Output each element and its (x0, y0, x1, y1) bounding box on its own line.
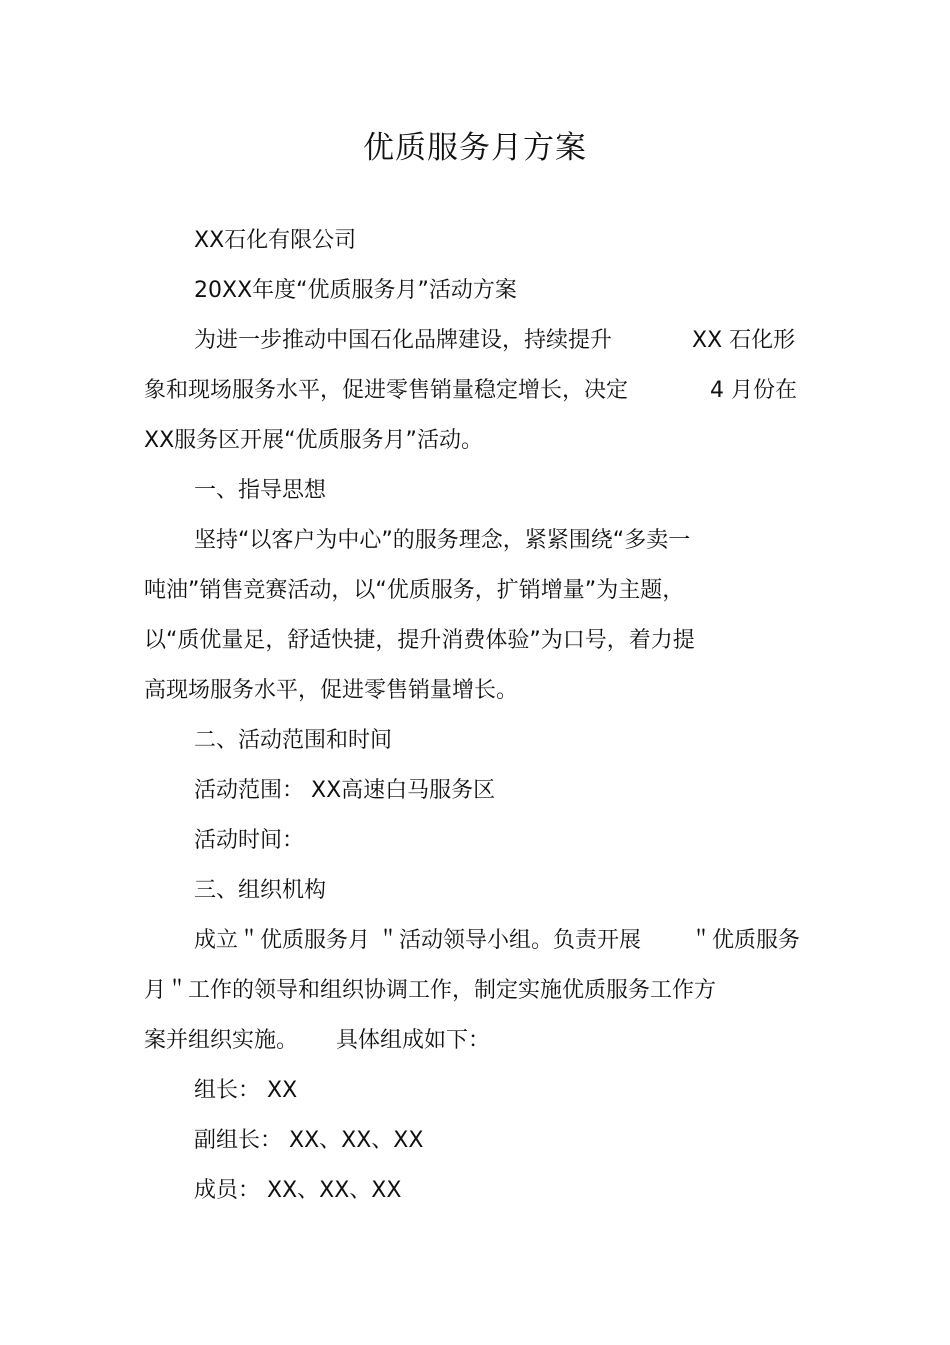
intro-line-1-tail: XX 石化形 (692, 328, 796, 353)
document-title: 优质服务月方案 (363, 130, 587, 166)
intro-line-2: 象和现场服务水平，促进零售销量稳定增长，决定 (144, 378, 629, 403)
section-heading-organization: 三、组织机构 (194, 878, 327, 903)
section-heading-guiding-ideology: 一、指导思想 (194, 478, 327, 503)
activity-time: 活动时间： (194, 828, 305, 853)
section3-line-1: 成立＂优质服务月 ＂活动领导小组。负责开展 (194, 928, 641, 953)
section1-line-1: 坚持“以客户为中心”的服务理念，紧紧围绕“多卖一 (194, 528, 691, 553)
deputy-leaders: 副组长： XX、XX、XX (194, 1128, 424, 1153)
plan-subtitle: 20XX年度“优质服务月”活动方案 (194, 278, 517, 303)
activity-scope: 活动范围： XX高速白马服务区 (194, 778, 496, 803)
company-name: XX石化有限公司 (194, 228, 357, 253)
intro-line-2-tail: 4 月份在 (710, 378, 797, 403)
group-leader: 组长： XX (194, 1078, 298, 1103)
section1-line-2: 吨油”销售竞赛活动，以“优质服务，扩销增量”为主题， (144, 578, 685, 603)
intro-line-1: 为进一步推动中国石化品牌建设，持续提升 (194, 328, 613, 353)
section1-line-3: 以“质优量足，舒适快捷，提升消费体验”为口号，着力提 (144, 628, 695, 653)
section1-line-4: 高现场服务水平，促进零售销量增长。 (144, 678, 519, 703)
section3-line-3: 案并组织实施。 (144, 1028, 299, 1053)
intro-line-3: XX服务区开展“优质服务月”活动。 (144, 428, 483, 453)
group-members: 成员： XX、XX、XX (194, 1178, 402, 1203)
section3-line-1-tail: ＂优质服务 (690, 928, 801, 953)
section3-line-3-tail: 具体组成如下： (336, 1028, 491, 1053)
section-heading-scope-time: 二、活动范围和时间 (194, 728, 393, 753)
section3-line-2: 月＂工作的领导和组织协调工作，制定实施优质服务工作方 (144, 978, 717, 1003)
